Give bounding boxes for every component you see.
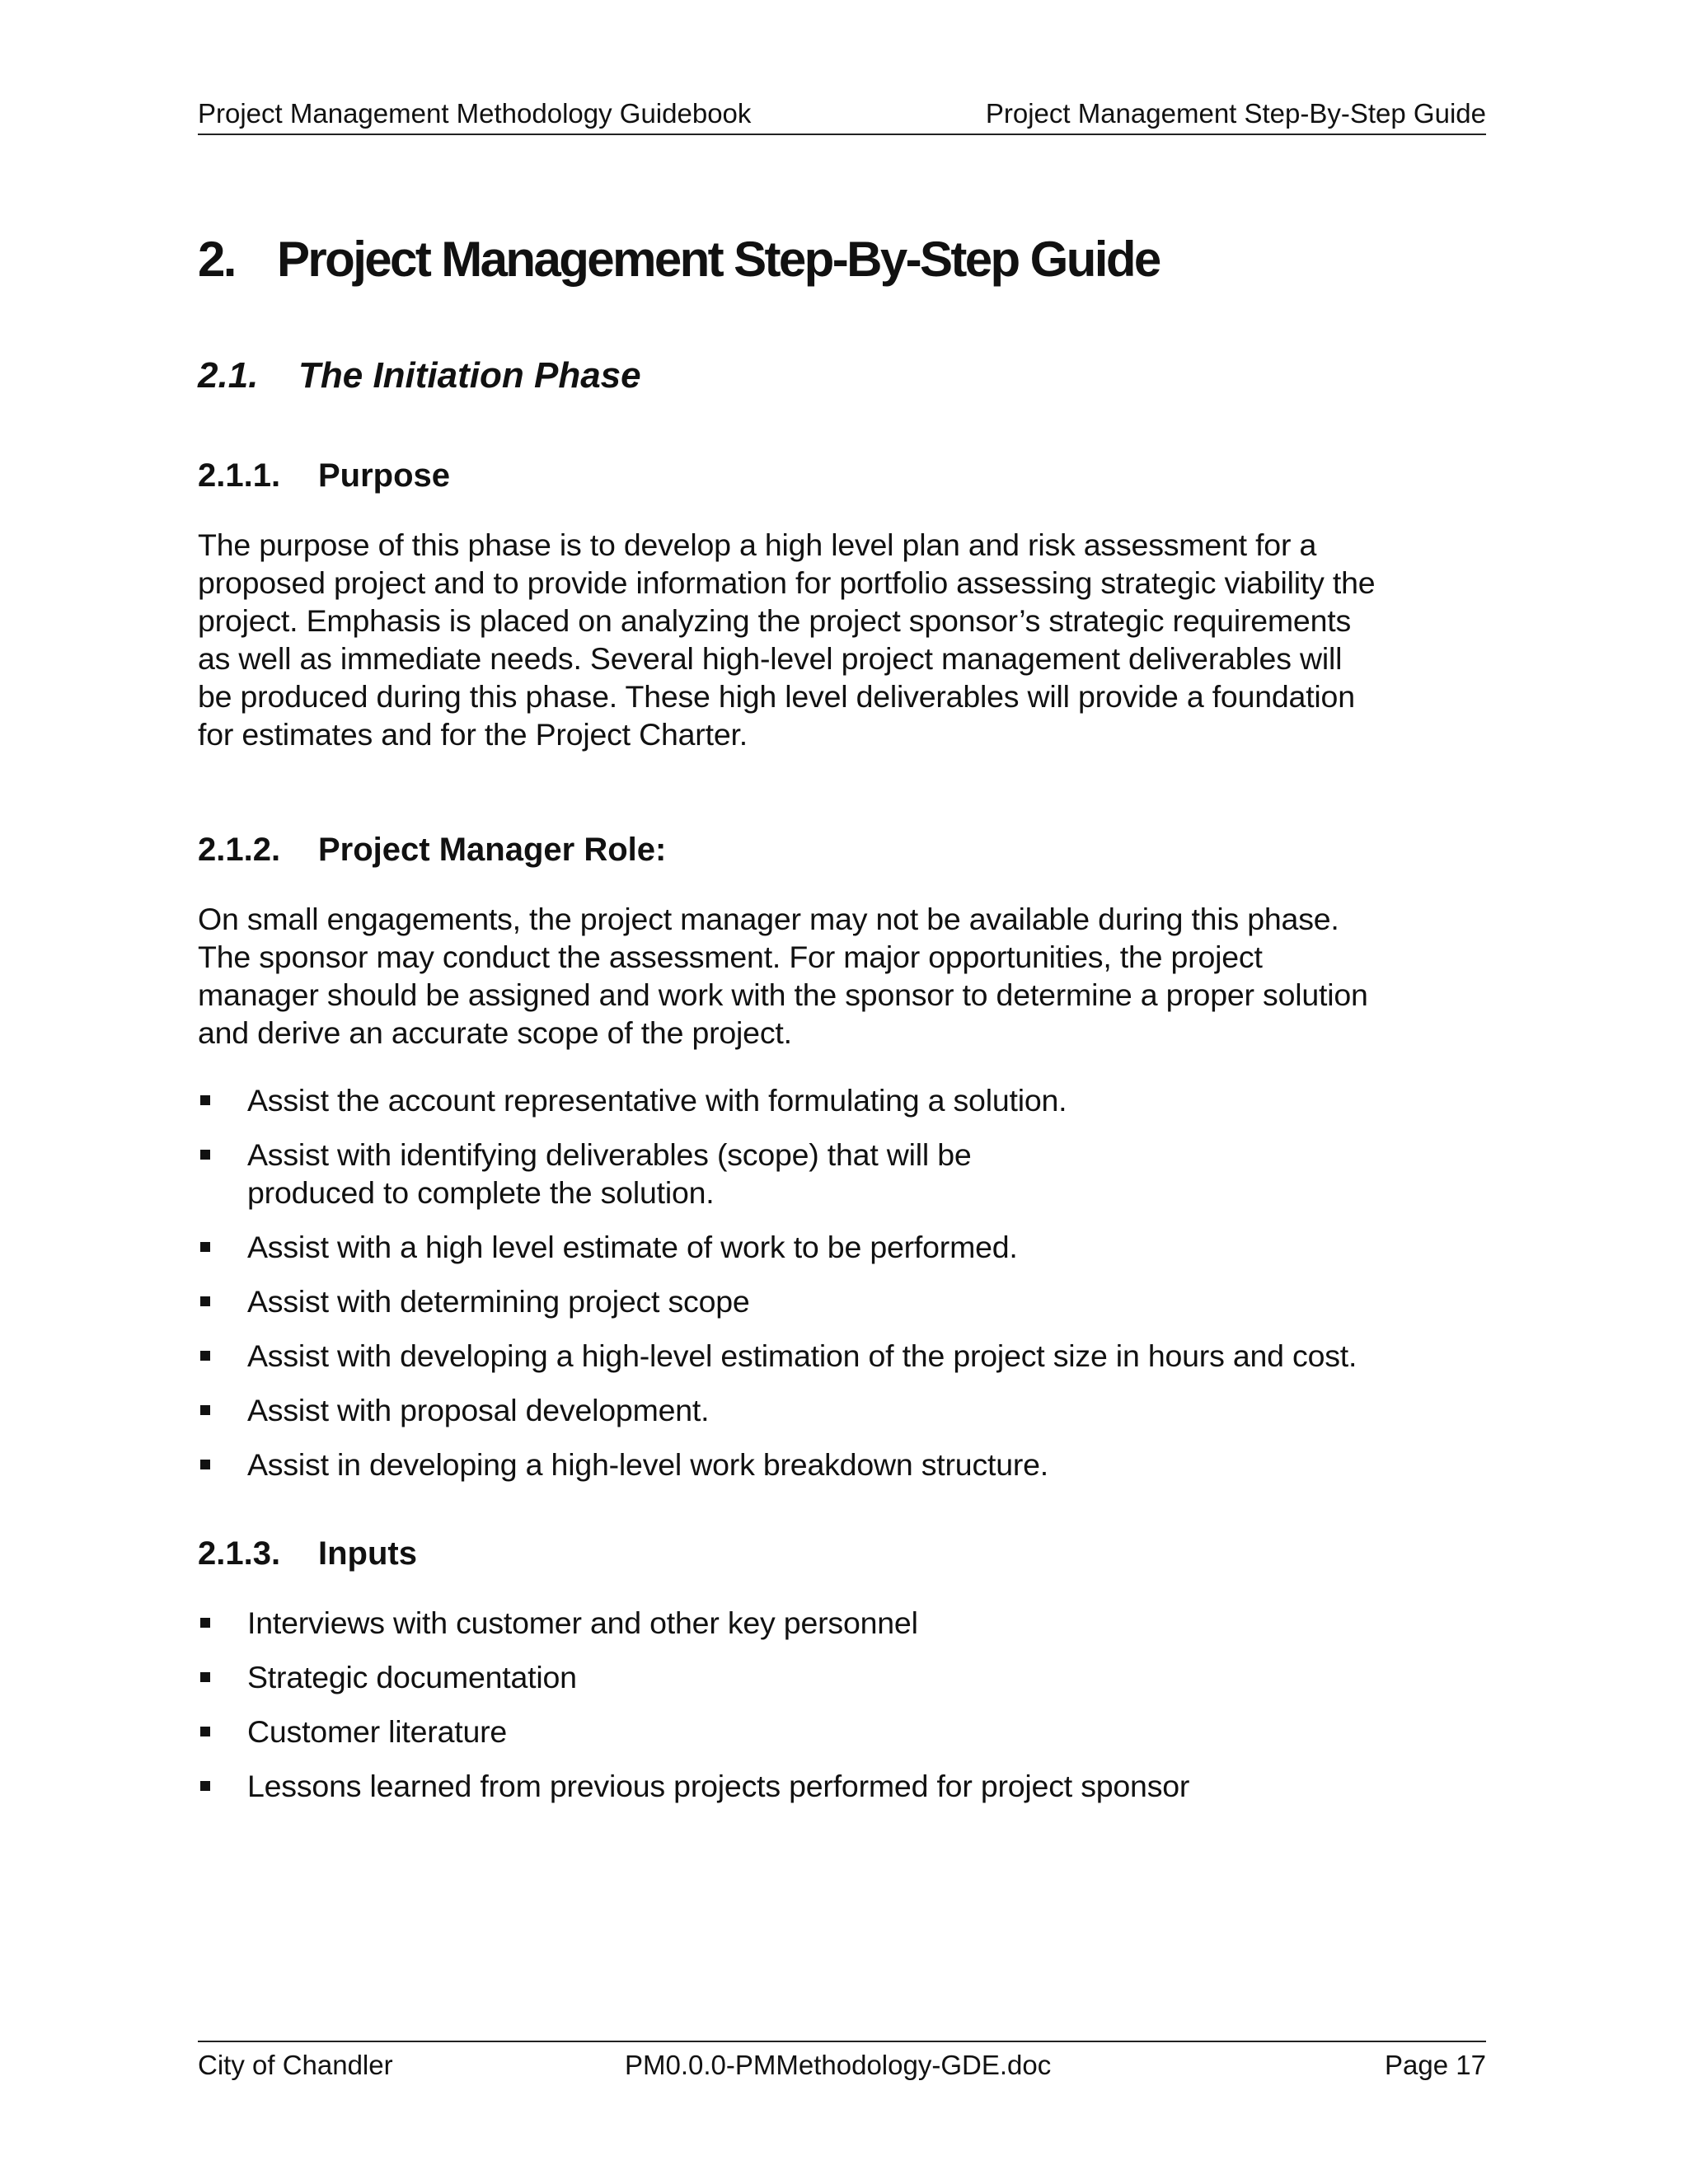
section-number: 2.1. [198, 355, 259, 396]
square-bullet-icon [200, 1618, 210, 1628]
page-footer [198, 2041, 1486, 2080]
pm-role-title: Project Manager Role: [318, 832, 667, 868]
square-bullet-icon [200, 1351, 210, 1361]
list-item-text: Assist with identifying deliverables (scope) that will be produced to complete the solution. [247, 1137, 972, 1210]
list-item [198, 1604, 1486, 1642]
square-bullet-icon [200, 1150, 210, 1160]
chapter-title: Project Management Step-By-Step Guide [277, 232, 1160, 287]
list-item [198, 1713, 1486, 1750]
inputs-bullet-list [198, 1604, 1486, 1805]
pm-role-number: 2.1.2. [198, 832, 281, 868]
purpose-line: as well as immediate needs. Several high-level project management deliverables will [198, 641, 1343, 676]
chapter-heading [198, 223, 1486, 297]
inputs-heading [198, 1533, 1486, 1574]
page-content [198, 223, 1486, 1821]
chapter-number: 2. [198, 232, 235, 287]
square-bullet-icon [200, 1781, 210, 1791]
page-number: Page 17 [1385, 2050, 1486, 2080]
square-bullet-icon [200, 1242, 210, 1252]
pm-role-line: On small engagements, the project manager may not be available during this phase. [198, 902, 1339, 936]
purpose-line: The purpose of this phase is to develop a high level plan and risk assessment for a [198, 527, 1317, 562]
pm-role-line: The sponsor may conduct the assessment. For major opportunities, the project [198, 940, 1263, 974]
list-item [198, 1391, 1486, 1429]
square-bullet-icon [200, 1405, 210, 1415]
list-item-text: Assist the account representative with formulating a solution. [247, 1083, 1067, 1118]
square-bullet-icon [200, 1095, 210, 1105]
list-item-text: Assist in developing a high-level work breakdown structure. [247, 1447, 1049, 1482]
purpose-title: Purpose [318, 457, 451, 494]
footer-left-text: City of Chandler [198, 2050, 393, 2080]
square-bullet-icon [200, 1296, 210, 1306]
section-heading [198, 353, 1486, 399]
list-item-text: Assist with developing a high-level estimation of the project size in hours and cost. [247, 1338, 1357, 1373]
list-item [198, 1282, 1486, 1320]
list-item [198, 1446, 1486, 1483]
pm-role-line: and derive an accurate scope of the project. [198, 1015, 792, 1050]
purpose-line: be produced during this phase. These high level deliverables will provide a foundation [198, 679, 1355, 714]
purpose-line: for estimates and for the Project Charter. [198, 717, 748, 752]
purpose-number: 2.1.1. [198, 457, 281, 494]
list-item-text: Lessons learned from previous projects performed for project sponsor [247, 1769, 1190, 1803]
purpose-heading [198, 455, 1486, 496]
list-item-text: Assist with proposal development. [247, 1393, 710, 1427]
square-bullet-icon [200, 1460, 210, 1469]
list-item [198, 1228, 1486, 1266]
inputs-title: Inputs [318, 1535, 417, 1572]
list-item [198, 1136, 1486, 1212]
purpose-paragraph [198, 526, 1486, 753]
list-item-text: Interviews with customer and other key personnel [247, 1605, 918, 1640]
pm-role-line: manager should be assigned and work with the sponsor to determine a proper solution [198, 977, 1368, 1012]
list-item-text: Assist with determining project scope [247, 1284, 750, 1319]
purpose-line: project. Emphasis is placed on analyzing the project sponsor’s strategic requirements [198, 603, 1352, 638]
list-item-text: Customer literature [247, 1714, 508, 1749]
inputs-number: 2.1.3. [198, 1535, 281, 1572]
list-item [198, 1767, 1486, 1805]
page-header [198, 97, 1486, 135]
pm-role-paragraph [198, 900, 1486, 1052]
footer-filename: PM0.0.0-PMMethodology-GDE.doc [625, 2050, 1052, 2080]
list-item-text: Assist with a high level estimate of work to be performed. [247, 1230, 1018, 1264]
purpose-line: proposed project and to provide information for portfolio assessing strategic viability the [198, 565, 1376, 600]
list-item [198, 1658, 1486, 1696]
header-right-text: Project Management Step-By-Step Guide [985, 98, 1486, 129]
square-bullet-icon [200, 1672, 210, 1682]
section-title: The Initiation Phase [298, 355, 641, 396]
pm-role-heading [198, 829, 1486, 870]
list-item [198, 1337, 1486, 1375]
header-left-text: Project Management Methodology Guidebook [198, 98, 752, 129]
pm-role-bullet-list [198, 1081, 1486, 1483]
square-bullet-icon [200, 1727, 210, 1736]
list-item [198, 1081, 1486, 1119]
list-item-text: Strategic documentation [247, 1660, 577, 1694]
